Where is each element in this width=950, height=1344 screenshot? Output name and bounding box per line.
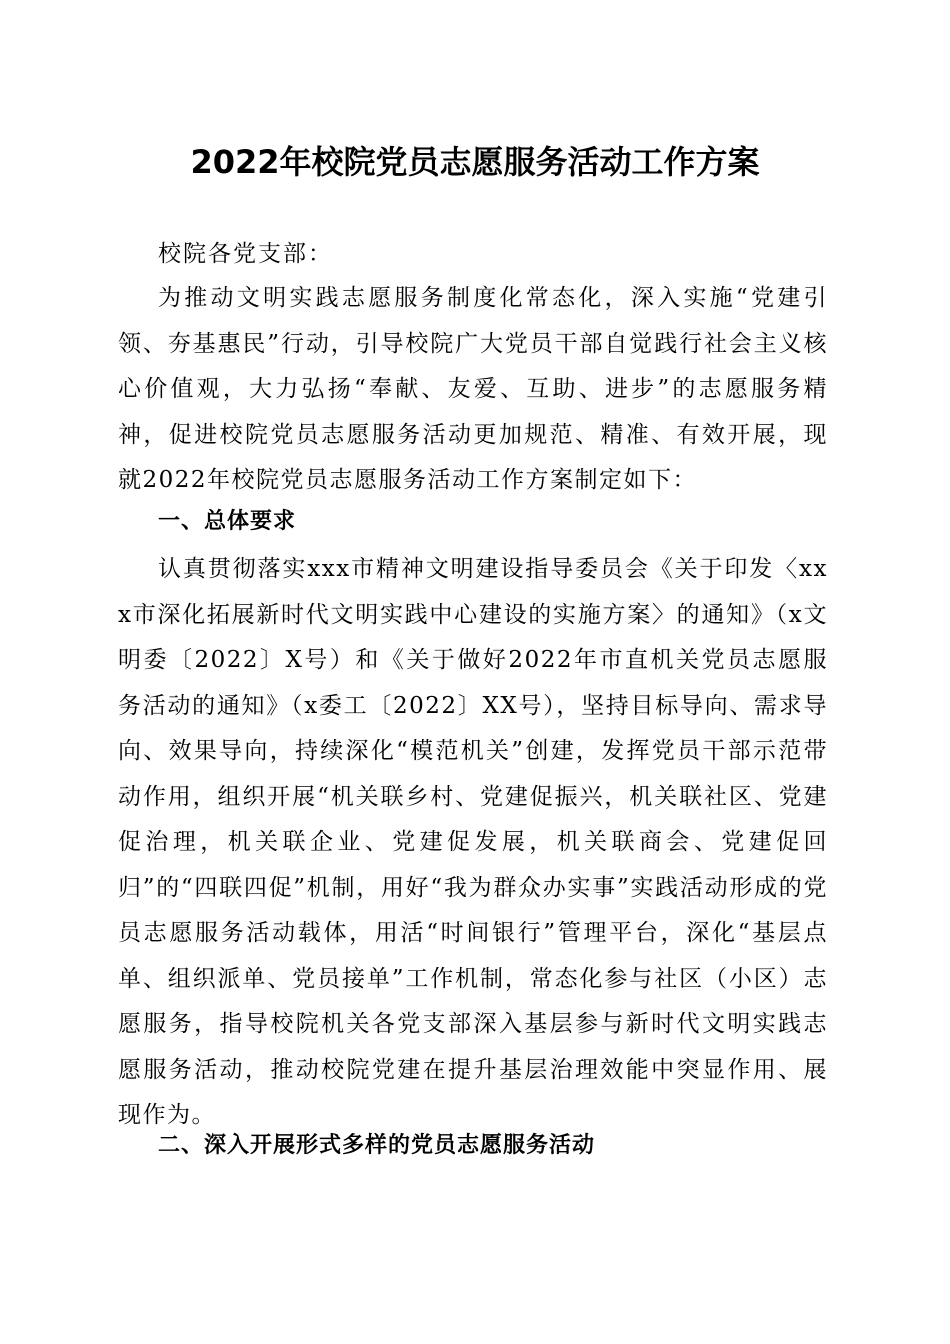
- section-1-paragraph: 认真贯彻落实xxx市精神文明建设指导委员会《关于印发〈xxx市深化拓展新时代文明实践中心建设的实施方案〉的通知》（x文明委〔2022〕X号）和《关于做好2022年市直机关党员志愿服务活动的通知》（x委工〔2022〕XX号），坚持目标导向、需求导向、效果导向，持续深化“模范机关”创建，发挥党员干部示范带动作用，组织开展“机关联乡村、党建促振兴，机关联社区、党建促治理，机关联企业、党建促发展，机关联商会、党建促回归”的“四联四促”机制，用好“我为群众办实事”实践活动形成的党员志愿服务活动载体，用活“时间银行”管理平台，深化“基层点单、组织派单、党员接单”工作机制，常态化参与社区（小区）志愿服务，指导校院机关各党支部深入基层参与新时代文明实践志愿服务活动，推动校院党建在提升基层治理效能中突显作用、展现作为。: [118, 556, 828, 1128]
- intro-paragraph: 为推动文明实践志愿服务制度化常态化，深入实施“党建引领、夯基惠民”行动，引导校院广大党员干部自觉践行社会主义核心价值观，大力弘扬“奉献、友爱、互助、进步”的志愿服务精神，促进校院党员志愿服务活动更加规范、精准、有效开展，现就2022年校院党员志愿服务活动工作方案制定如下：: [118, 285, 828, 493]
- section-heading-volunteer-activities: 二、深入开展形式多样的党员志愿服务活动: [158, 1133, 596, 1158]
- document-title: 2022年校院党员志愿服务活动工作方案: [190, 143, 760, 181]
- salutation: 校院各党支部：: [158, 241, 333, 267]
- section-heading-general-requirements: 一、总体要求: [158, 509, 297, 534]
